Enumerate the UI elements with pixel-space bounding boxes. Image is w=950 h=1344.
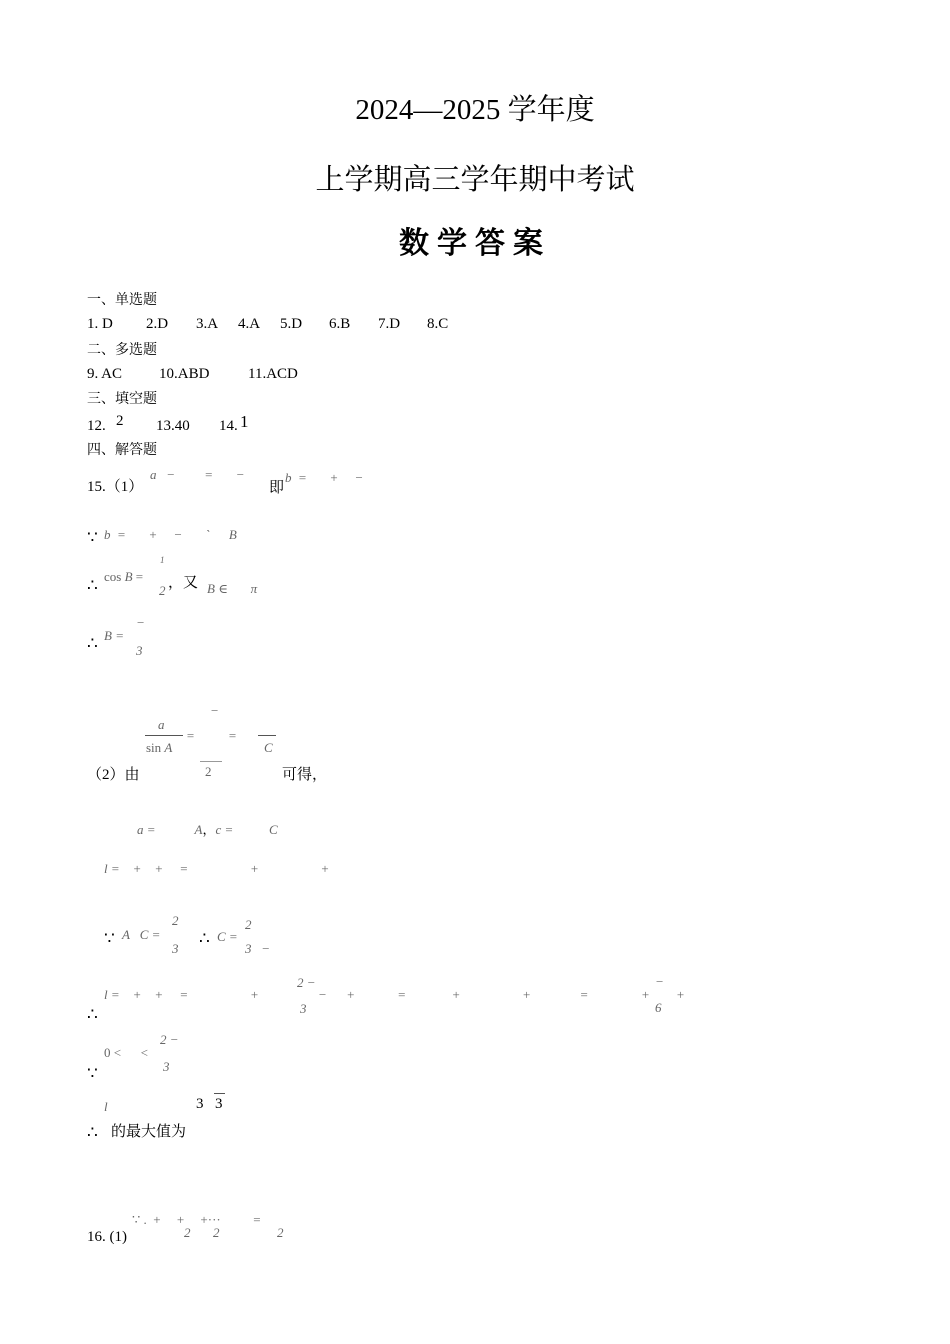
sin-text: sin — [146, 740, 162, 755]
q15-C-eq: C = — [217, 929, 238, 944]
q15-part1-label: 15.（1） — [87, 479, 144, 495]
q15-dash: − — [211, 703, 219, 718]
q16-because: ∵ . + + +··· = — [132, 1212, 261, 1227]
q15-AC-eq: A C = — [122, 927, 161, 942]
q15-eq-2: = — [228, 728, 237, 743]
title-subject: 数学答案 — [399, 226, 551, 261]
q16-denom-1: 2 — [184, 1225, 191, 1240]
q15-eq2: b = + − ` B — [104, 527, 237, 542]
q15-frac-denom: 2 — [159, 583, 166, 598]
q15-therefore-1: ∴ — [87, 576, 98, 595]
q15-B-in: B ∈ π — [207, 581, 258, 596]
q15-eq-1: = — [186, 728, 195, 743]
q15-l-eq-5: + — [676, 987, 685, 1002]
frac-line-1 — [145, 735, 183, 736]
answer-2: 2.D — [146, 316, 169, 332]
q15-l-eq-1: l = + + = + + — [104, 861, 330, 876]
zero-lt: 0 < — [104, 1045, 122, 1060]
answer-13: 13.40 — [156, 418, 190, 434]
section-solutions: 四、解答题 — [87, 442, 157, 458]
q15-part2-label: （2）由 — [87, 767, 140, 783]
q15-therefore-3: ∴ — [199, 929, 210, 948]
q15-range-num: 2 − — [160, 1032, 179, 1047]
q16-part1-label: 16. (1) — [87, 1229, 127, 1245]
q15-C-num: 2 — [245, 917, 252, 932]
q15-zuida: 的最大值为 — [111, 1124, 187, 1140]
section-multi-choice: 二、多选题 — [87, 342, 157, 358]
title-exam: 上学期高三学年期中考试 — [315, 162, 635, 196]
q15-ji: 即 — [269, 480, 285, 496]
answer-3: 3.A — [196, 316, 219, 332]
q15-B-num: − — [137, 615, 145, 630]
q15-B-denom: 3 — [136, 643, 143, 658]
q15-two: 2 — [205, 764, 212, 779]
q15-range-denom: 3 — [163, 1059, 170, 1074]
q15-six-denom: 6 — [655, 1000, 662, 1015]
sqrt-bar — [214, 1093, 225, 1094]
answer-12-value: 2 — [116, 413, 124, 429]
q15-sqrt-3: 3 — [215, 1096, 223, 1112]
title-year: 2024—2025 学年度 — [355, 94, 595, 126]
answer-1: 1. D — [87, 316, 113, 332]
q15-l-eq-3: − + = + + = — [318, 987, 589, 1002]
q16-denom-3: 2 — [277, 1225, 284, 1240]
q15-C-denom: 3 − — [245, 941, 271, 956]
answer-11: 11.ACD — [248, 366, 298, 382]
q15-because-1: ∵ — [87, 528, 98, 547]
q15-therefore-5: ∴ — [87, 1123, 98, 1142]
answer-12-label: 12. — [87, 418, 106, 434]
frac-line-3 — [200, 761, 222, 762]
answer-4: 4.A — [238, 316, 261, 332]
q15-eq1-b: b = + − — [285, 470, 364, 485]
q16-denom-2: 2 — [213, 1225, 220, 1240]
q15-eq1-a: a − = − — [150, 467, 245, 482]
q15-a-eq: a = A，c = C — [137, 822, 278, 837]
q15-l-eq-2: l = + + = + — [104, 987, 259, 1002]
q15-AC-num: 2 — [172, 913, 179, 928]
answer-14-label: 14. — [219, 418, 238, 434]
q15-l-var: l — [104, 1099, 108, 1114]
section-fill-blank: 三、填空题 — [87, 391, 157, 407]
q15-range: 0 < < — [104, 1045, 148, 1060]
q15-therefore-2: ∴ — [87, 634, 98, 653]
q15-l-frac-num: 2 − — [297, 975, 316, 990]
answer-6: 6.B — [329, 316, 351, 332]
q15-you: ，又 — [168, 575, 199, 591]
q15-kede: 可得， — [282, 767, 328, 783]
answer-10: 10.ABD — [159, 366, 210, 382]
frac-line-2 — [258, 735, 276, 736]
cos-text: cos — [104, 569, 122, 584]
q15-B-eq: B = — [104, 628, 124, 643]
q15-frac-num: 1 — [160, 555, 165, 565]
answer-7: 7.D — [378, 316, 401, 332]
answer-5: 5.D — [280, 316, 303, 332]
q15-AC-denom: 3 — [172, 941, 179, 956]
q15-sine-a: a — [158, 717, 165, 732]
q15-because-2: ∵ — [104, 929, 115, 948]
q15-l-frac-denom: 3 — [300, 1001, 307, 1016]
q15-because-3: ∵ — [87, 1064, 98, 1083]
q15-max-3: 3 — [196, 1096, 204, 1112]
q15-therefore-4: ∴ — [87, 1005, 98, 1024]
q15-sinA: sin A — [146, 740, 173, 755]
answer-14-value: 1 — [240, 412, 249, 431]
q15-C: C — [264, 740, 273, 755]
answer-9: 9. AC — [87, 366, 123, 382]
section-single-choice: 一、单选题 — [87, 292, 157, 308]
q15-l-eq-4: + — [641, 987, 650, 1002]
answer-8: 8.C — [427, 316, 449, 332]
q15-six-num: − — [656, 974, 664, 989]
q15-cosB: cos B = — [104, 569, 144, 584]
